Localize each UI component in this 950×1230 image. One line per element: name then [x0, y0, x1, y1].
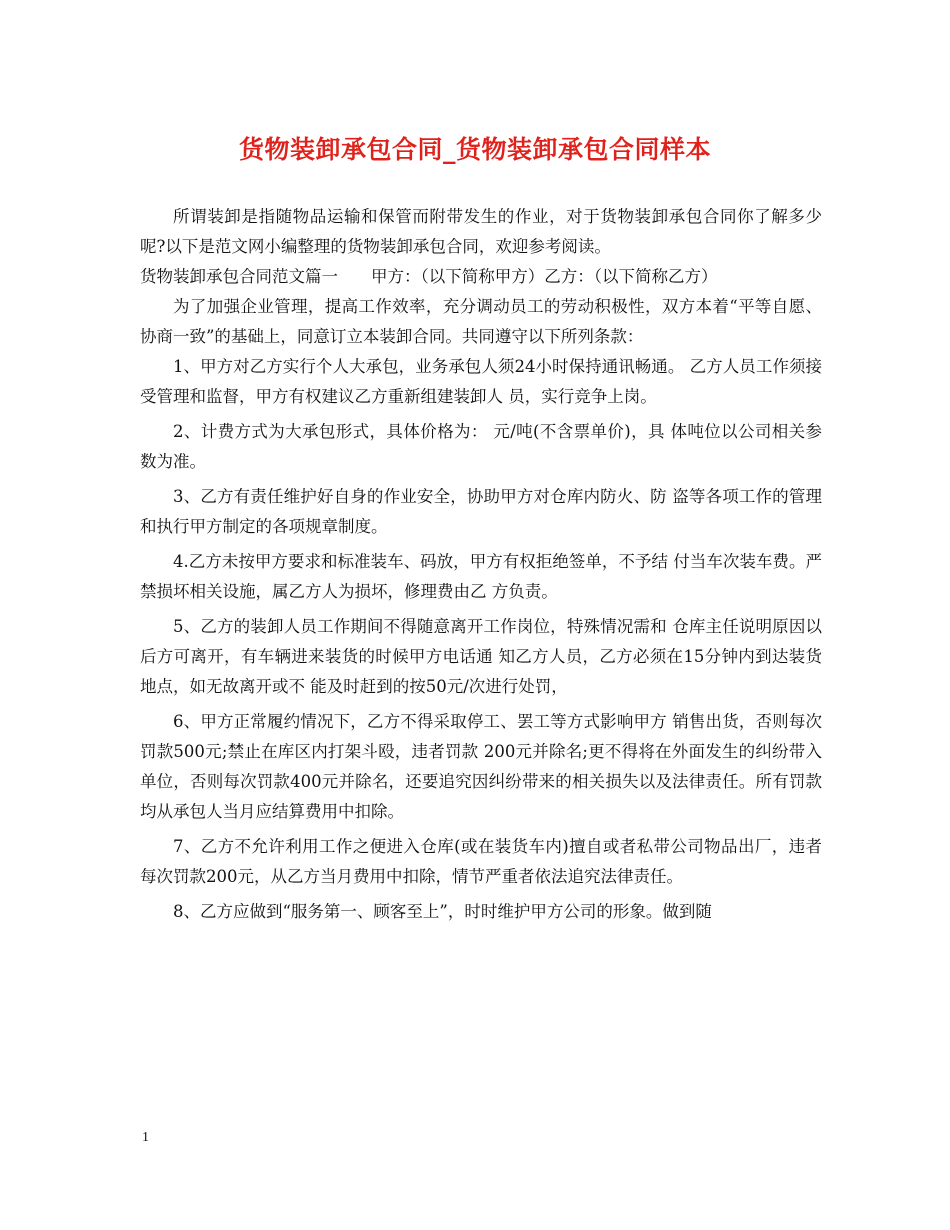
document-body — [140, 202, 822, 927]
clause-3: 3、乙方有责任维护好自身的作业安全，协助甲方对仓库内防火、防 盗等各项工作的管理和执行甲方制定的各项规章制度。 — [140, 487, 822, 536]
clause-2: 2、计费方式为大承包形式，具体价格为： 元/吨(不含票单价)，具 体吨位以公司相关参数为准。 — [140, 422, 822, 471]
clause-1: 1、甲方对乙方实行个人大承包，业务承包人须24小时保持通讯畅通。 乙方人员工作须接受管理和监督，甲方有权建议乙方重新组建装卸人 员，实行竞争上岗。 — [140, 357, 822, 406]
preamble-paragraph: 为了加强企业管理，提高工作效率，充分调动员工的劳动积极性，双方本着“平等自愿、协商一致”的基础上，同意订立本装卸合同。共同遵守以下所列条款： — [140, 297, 822, 346]
clause-7: 7、乙方不允许利用工作之便进入仓库(或在装货车内)擅自或者私带公司物品出厂，违者每次罚款200元，从乙方当月费用中扣除，情节严重者依法追究法律责任。 — [140, 837, 822, 886]
clause-8: 8、乙方应做到“服务第一、顾客至上”，时时维护甲方公司的形象。做到随 — [173, 902, 712, 921]
page-number: 1 — [142, 1130, 149, 1145]
clause-4: 4.乙方未按甲方要求和标准装车、码放，甲方有权拒绝签单，不予结 付当车次装车费。严禁损坏相关设施，属乙方人为损坏，修理费由乙 方负责。 — [140, 552, 822, 601]
clause-6: 6、甲方正常履约情况下，乙方不得采取停工、罢工等方式影响甲方 销售出货，否则每次罚款500元;禁止在库区内打架斗殴，违者罚款 200元并除名;更不得将在外面发生的纠纷带入单位，否则每次罚款400元并除名，还要追究因纠纷带来的相关损失以及法律责任。所有罚款均从承包人当月应结算费用中扣除。 — [140, 712, 822, 821]
document-title: 货物装卸承包合同_货物装卸承包合同样本 — [238, 135, 711, 164]
clause-5: 5、乙方的装卸人员工作期间不得随意离开工作岗位，特殊情况需和 仓库主任说明原因以后方可离开，有车辆进来装货的时候甲方电话通 知乙方人员，乙方必须在15分钟内到达装货地点，如无故离开或不 能及时赶到的按50元/次进行处罚， — [140, 617, 822, 696]
intro-paragraph: 所谓装卸是指随物品运输和保管而附带发生的作业，对于货物装卸承包合同你了解多少呢?以下是范文网小编整理的货物装卸承包合同，欢迎参考阅读。 — [140, 207, 822, 256]
section-heading-parties: 货物装卸承包合同范文篇一 甲方：（以下简称甲方）乙方：（以下简称乙方） — [140, 267, 718, 286]
